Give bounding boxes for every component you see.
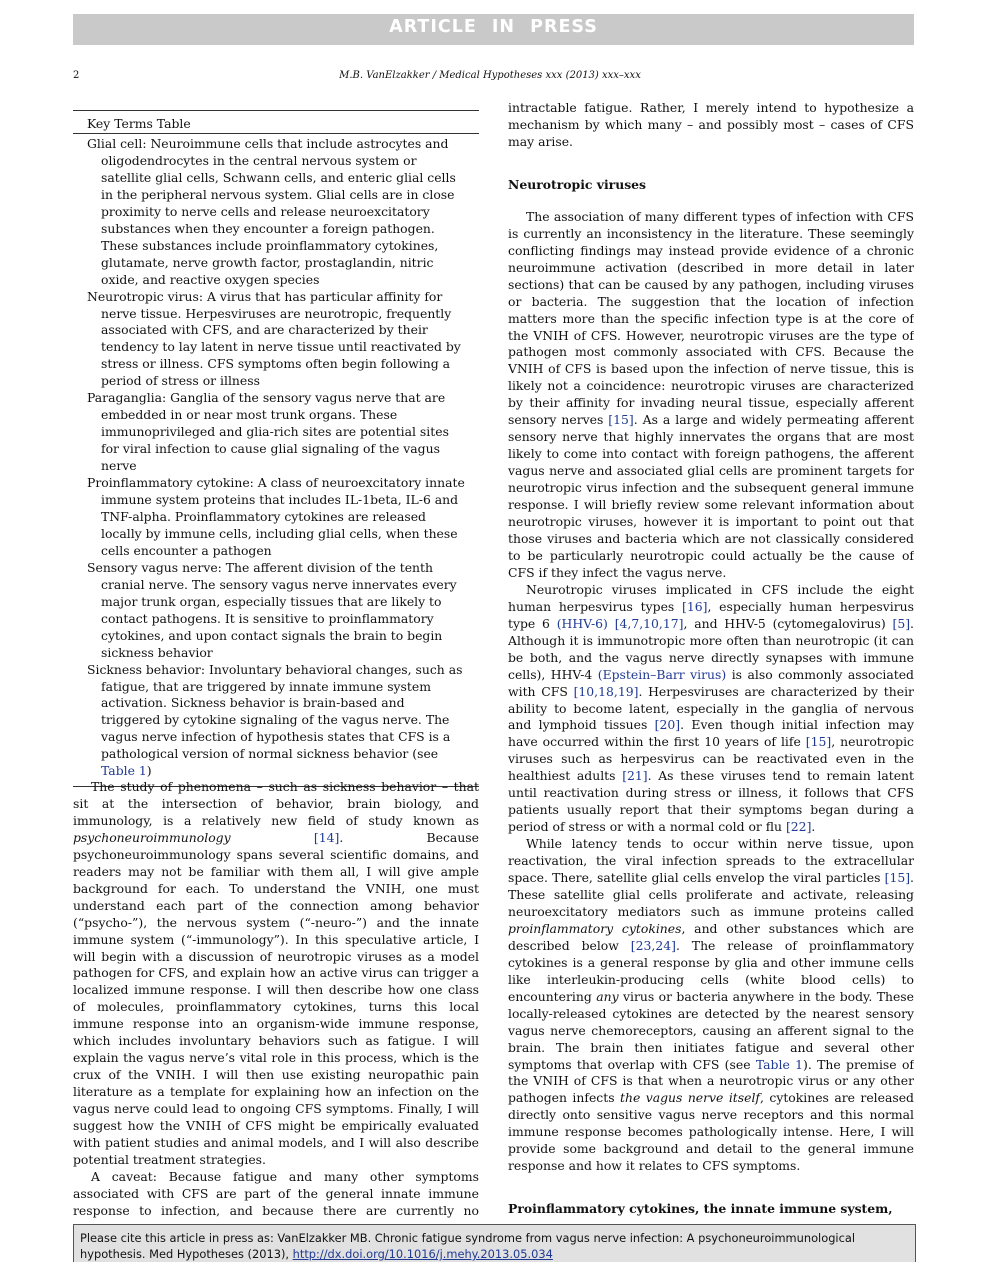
citation-link[interactable]: [22]: [785, 819, 812, 835]
page-number: 2: [73, 70, 80, 81]
text-run: [608, 616, 615, 631]
key-term-item: Neurotropic virus: A virus that has particular affinity for nerve tissue. Herpesviruses are neurotropic, frequently associated with CFS, and are characterized by their tendency to lay latent in nerve tissue until reactivated by stress or illness. CFS symptoms often begin following a period of stress or illness: [87, 288, 461, 389]
table-1-link[interactable]: Table 1: [101, 763, 147, 779]
text-run: . As a large and widely permeating afferent sensory nerve that highly innervates the organs that are most likely to come into contact with foreign pathogens, the afferent vagus nerve and associated glial cells are prominent targets for neurotropic virus infection and the subsequent general immune response. I will briefly review some relevant information about neurotropic viruses, however it is important to point out that those viruses and bacteria which are not classically considered to be particularly neurotropic could actually be the cause of CFS if they infect the vagus nerve.: [508, 412, 914, 580]
citation-link[interactable]: [21]: [622, 768, 648, 784]
text-run: , and other substances which are described below: [508, 920, 914, 953]
italic-term: psychoneuroimmunology: [73, 829, 231, 845]
body-paragraph: [508, 582, 914, 836]
key-term-definition: A class of neuroexcitatory innate immune system proteins that includes IL-1beta, IL-6 and TNF-alpha. Proinflammatory cytokines are released locally by immune cells, including glial cells, when these cells encounter a pathogen: [101, 475, 465, 558]
key-terms-list: [73, 134, 465, 780]
italic-term: proinflammatory cytokines: [508, 920, 682, 936]
body-paragraph: [73, 779, 479, 1169]
text-run: Neurotropic viruses implicated in CFS include the eight human herpesvirus types: [508, 581, 914, 614]
key-term-item: Proinflammatory cytokine: A class of neuroexcitatory innate immune system proteins that includes IL-1beta, IL-6 and TNF-alpha. Proinflammatory cytokines are released locally by immune cells, including glial cells, when these cells encounter a pathogen: [87, 475, 465, 558]
running-header: M.B. VanElzakker / Medical Hypotheses xxx (2013) xxx–xxx: [339, 70, 641, 81]
hhv6-link[interactable]: (HHV-6): [556, 615, 608, 631]
citation-box: [73, 1224, 916, 1262]
key-terms-title: Key Terms Table: [73, 111, 479, 134]
text-run: , neurotropic viruses such as herpesvirus can be reactivated even in the healthiest adults: [508, 734, 914, 784]
citation-text: Please cite this article in press as: VanElzakker MB. Chronic fatigue syndrome from vagus nerve infection: A psychoneuroimmunological hypothesis. Med Hypotheses (2013),: [80, 1231, 855, 1261]
citation-link[interactable]: [15]: [608, 412, 634, 428]
key-term-definition: Neuroimmune cells that include astrocytes and oligodendrocytes in the central nervous system or satellite glial cells, Schwann cells, and enteric glial cells in the peripheral nervous system. Glial cells are in close proximity to nerve cells and release neuroexcitatory substances when they encounter a foreign pathogen. These substances include proinflammatory cytokines, glutamate, nerve growth factor, prostaglandin, nitric oxide, and reactive oxygen species: [101, 136, 456, 287]
section-heading: Proinflammatory cytokines, the innate immune system,: [508, 1201, 893, 1217]
key-term-item: Glial cell: Neuroimmune cells that include astrocytes and oligodendrocytes in the central nervous system or satellite glial cells, Schwann cells, and enteric glial cells in the peripheral nervous system. Glial cells are in close proximity to nerve cells and release neuroexcitatory substances when they encounter a foreign pathogen. These substances include proinflammatory cytokines, glutamate, nerve growth factor, prostaglandin, nitric oxide, and reactive oxygen species: [87, 136, 456, 287]
text-run: .: [811, 819, 816, 835]
key-term-item: Sensory vagus nerve: The afferent division of the tenth cranial nerve. The sensory vagus nerve innervates every major trunk organ, especially tissues that are likely to contact pathogens. It is sensitive to proinflammatory cytokines, and upon contact signals the brain to begin sickness behavior: [87, 559, 457, 660]
citation-link[interactable]: [10,18,19]: [573, 683, 639, 699]
definition-tail: ): [146, 763, 152, 779]
key-term: Sensory vagus nerve: [87, 559, 218, 575]
key-term-definition: Involuntary behavioral changes, such as fatigue, that are triggered by innate immune system activation. Sickness behavior is brain-based and triggered by cytokine signaling of the vagus nerve. The vagus nerve infection of hypothesis states that CFS is a pathological version of normal sickness behavior (see: [101, 661, 463, 762]
italic-term: the vagus nerve itself: [620, 1090, 761, 1106]
key-terms-table: [73, 110, 479, 787]
text-run: virus or bacteria anywhere in the body. These locally-released cytokines are detected by the nearest sensory vagus nerve chemoreceptors, causing an afferent signal to the brain. The brain then initiates fatigue and several other symptoms that overlap with CFS (see: [508, 988, 914, 1072]
text-run: The association of many different types of infection with CFS is currently an inconsistency in the literature. These seemingly conflicting findings may instead provide evidence of a chronic neuroimmune activation (described in more detail in later sections) that can be caused by any pathogen, including viruses or bacteria. The suggestion that the location of infection matters more than the specific infection type is at the core of the VNIH of CFS. However, neurotropic viruses are the type of pathogen most commonly associated with CFS. Because the VNIH of CFS is based upon the infection of nerve tissue, this is likely not a coincidence: neurotropic viruses are characterized by their affinity for invading neural tissue, especially afferent sensory nerves: [508, 208, 914, 428]
citation-link[interactable]: [20]: [654, 717, 681, 733]
text-run: . Herpesviruses are characterized by their ability to become latent, especially in the ganglia of nervous and lymphoid tissues: [508, 683, 914, 733]
citation-link[interactable]: [23,24]: [630, 937, 676, 953]
citation-link[interactable]: [15]: [805, 734, 832, 750]
key-term: Neurotropic virus: [87, 288, 199, 304]
text-run: . Even though initial infection may have occurred within the first 10 years of life: [508, 717, 914, 750]
doi-link[interactable]: http://dx.doi.org/10.1016/j.mehy.2013.05.034: [292, 1247, 553, 1261]
table-1-link[interactable]: Table 1: [755, 1056, 803, 1072]
citation-link[interactable]: [5]: [892, 615, 911, 631]
body-paragraph: intractable fatigue. Rather, I merely intend to hypothesize a mechanism by which many – and possibly most – cases of CFS may arise.: [508, 100, 914, 149]
key-term: Sickness behavior: [87, 661, 201, 677]
text-run: . Although it is immunotropic more often than neurotropic (it can be both, and the vagus nerve directly synapses with immune cells), HHV-4: [508, 615, 914, 682]
key-term-definition: A virus that has particular affinity for nerve tissue. Herpesviruses are neurotropic, frequently associated with CFS, and are characterized by their tendency to lay latent in nerve tissue until reactivated by stress or illness. CFS symptoms often begin following a period of stress or illness: [101, 288, 461, 389]
right-column-body: [508, 100, 914, 1220]
body-paragraph: [508, 836, 914, 1175]
key-term: Paraganglia: [87, 390, 163, 406]
text-run: ). The premise of the VNIH of CFS is that when a neurotropic virus or any other pathogen infects: [508, 1056, 914, 1106]
text-run: is also commonly associated with CFS: [508, 666, 914, 699]
left-column-body: [73, 779, 479, 1219]
text-run: , cytokines are released directly onto sensitive vagus nerve receptors and this normal immune response becomes pathologically intense. Here, I will provide some background and detail to the general immune response and how it relates to CFS symptoms.: [508, 1090, 914, 1174]
ebv-link[interactable]: (Epstein–Barr virus): [597, 666, 727, 682]
key-term: Proinflammatory cytokine: [87, 475, 250, 491]
text-run: . As these viruses tend to remain latent until reactivation during stress or illness, it follows that CFS patients usually report that their symptoms began during a period of stress or with a normal cold or flu: [508, 768, 914, 835]
body-paragraph: A caveat: Because fatigue and many other symptoms associated with CFS are part of the general innate immune response to infection, and because there are currently no: [73, 1168, 479, 1218]
citation-link[interactable]: [14]: [313, 829, 340, 845]
citation-link[interactable]: [15]: [884, 870, 911, 886]
italic-term: any: [596, 988, 619, 1004]
text-run: . These satellite glial cells proliferate and activate, releasing neuroexcitatory mediators such as immune proteins called: [508, 870, 914, 919]
body-paragraph: [508, 209, 914, 582]
text-run: , and HHV-5 (cytomegalovirus): [683, 615, 893, 631]
key-term-definition: Ganglia of the sensory vagus nerve that are embedded in or near most trunk organs. These immunoprivileged and glia-rich sites are potential sites for viral infection to cause glial signaling of the vagus nerve: [101, 390, 449, 474]
citation-link[interactable]: [4,7,10,17]: [614, 615, 684, 631]
key-term: Glial cell: [87, 136, 143, 151]
text-run: . The release of proinflammatory cytokines is a general response by glia and other immune cells like interleukin-producing cells (white blood cells) to encountering: [508, 937, 914, 1004]
citation-link[interactable]: [16]: [682, 598, 708, 614]
text-run: The study of phenomena – such as sickness behavior – that sit at the intersection of behavior, brain biology, and immunology, is a relatively new field of study known as: [73, 779, 479, 828]
article-in-press-banner: ARTICLE IN PRESS: [73, 14, 914, 45]
text-run: While latency tends to occur within nerve tissue, upon reactivation, the viral infection spreads to the extracellular space. There, satellite glial cells envelop the viral particles: [508, 836, 914, 886]
section-heading: Neurotropic viruses: [508, 176, 647, 192]
text-run: , especially human herpesvirus type 6: [508, 598, 914, 631]
key-term-definition: The afferent division of the tenth cranial nerve. The sensory vagus nerve innervates every major trunk organ, especially tissues that are likely to contact pathogens. It is sensitive to proinflammatory cytokines, and upon contact signals the brain to begin sickness behavior: [101, 559, 457, 660]
key-term-item: Sickness behavior: Involuntary behavioral changes, such as fatigue, that are triggered by innate immune system activation. Sickness behavior is brain-based and triggered by cytokine signaling of the vagus nerve. The vagus nerve infection of hypothesis states that CFS is a pathological version of normal sickness behavior (see Table 1): [87, 661, 463, 779]
key-term-item: Paraganglia: Ganglia of the sensory vagus nerve that are embedded in or near most trunk organs. These immunoprivileged and glia-rich sites are potential sites for viral infection to cause glial signaling of the vagus nerve: [87, 390, 449, 474]
text-run: . Because psychoneuroimmunology spans several scientific domains, and readers may not be familiar with them all, I will give ample background for each. To understand the VNIH, one must understand each part of the connection among behavior (“psycho-”), the nervous system (“-neuro-”) and the innate immune system (“-immunology”). In this speculative article, I will begin with a discussion of neurotropic viruses as a model pathogen for CFS, and explain how an active virus can trigger a localized immune response. I will then describe how one class of molecules, proinflammatory cytokines, turns this local immune response into an organism-wide immune response, which includes involuntary behaviors such as fatigue. I will explain the vagus nerve’s vital role in this process, which is the crux of the VNIH. I will then use existing neuropathic pain literature as a template for explaining how an infection on the vagus nerve could lead to ongoing CFS symptoms. Finally, I will suggest how the VNIH of CFS might be empirically evaluated with patient studies and animal models, and I will also describe potential treatment strategies.: [73, 829, 479, 1167]
